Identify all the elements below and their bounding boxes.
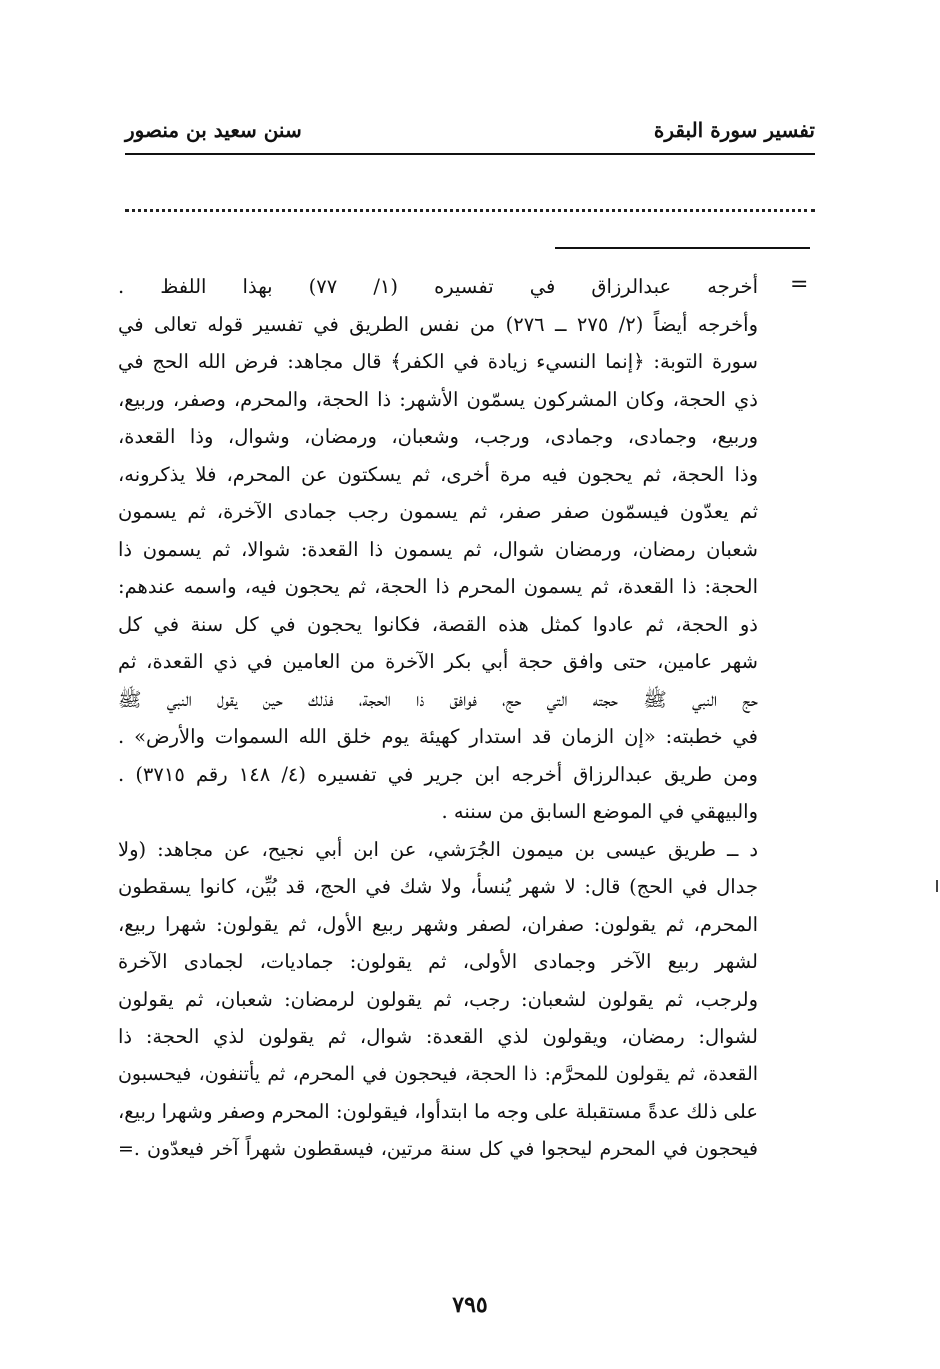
text-line: المحرم، ثم يقولون: صفران، لصفر وشهر ربيع الأول، ثم يقولون: شهرا ربيع، bbox=[118, 912, 758, 936]
dotted-separator bbox=[125, 209, 815, 212]
page-number: ٧٩٥ bbox=[452, 1292, 488, 1318]
text-line: القعدة، ثم يقولون للمحرَّم: ذا الحجة، فيحجون في المحرم، ثم يأتنفون، فيحسبون bbox=[118, 1062, 758, 1085]
text-line: وأخرجه أيضاً (٢/ ٢٧٥ ــ ٢٧٦) من نفس الطريق في تفسير قوله تعالى في bbox=[118, 312, 758, 336]
text-line: ثم يعدّون فيسمّون صفر صفر، ثم يسمون رجب جمادى الآخرة، ثم يسمون bbox=[118, 500, 758, 523]
text-line: على ذلك عدةً مستقبلة على وجه ما ابتدأوا، فيقولون: المحرم وصفر وشهرا ربيع، bbox=[118, 1100, 758, 1123]
text-line: وربيع، وجمادى، وجمادى، ورجب، وشعبان، ورمضان، وشوال، وذا القعدة، bbox=[118, 425, 758, 448]
text-line: ولرجب، ثم يقولون لشعبان: رجب، ثم يقولون لرمضان: شعبان، ثم يقولون bbox=[118, 987, 758, 1011]
text-line: لشوال: رمضان، ويقولون لذي القعدة: شوال، ثم يقولون لذي الحجة: ذا bbox=[118, 1025, 758, 1048]
footnote-text bbox=[118, 268, 758, 1168]
text-line: سورة التوبة: ﴿إنما النسيء زيادة في الكفر﴾ قال مجاهد: فرض الله الحج في bbox=[118, 350, 758, 373]
text-line: الحجة: ذا القعدة، ثم يسمون المحرم ذا الحجة، ثم يحجون فيه، واسمه عندهم: bbox=[118, 575, 758, 598]
footnote-continuation-mark: = bbox=[790, 272, 809, 297]
header-book-title: سنن سعيد بن منصور bbox=[125, 118, 302, 142]
text-line: أخرجه عبدالرزاق في تفسيره (١/ ٧٧) بهذا اللفظ . bbox=[118, 275, 758, 298]
text-line: ذي الحجة، وكان المشركون يسمّون الأشهر: ذا الحجة، والمحرم، وصفر، وربيع، bbox=[118, 387, 758, 411]
running-header bbox=[125, 112, 815, 148]
text-line: د ــ طريق عيسى بن ميمون الجُرَشي، عن ابن أبي نجيح، عن مجاهد: (ولا bbox=[118, 837, 758, 861]
header-surah-title: تفسير سورة البقرة bbox=[653, 118, 815, 142]
text-line: فيحجون في المحرم ليحجوا في كل سنة مرتين، فيسقطون شهراً آخر فيعدّون .= bbox=[118, 1137, 758, 1160]
text-line: والبيهقي في الموضع السابق من سننه . bbox=[441, 800, 758, 823]
scan-edge-mark bbox=[936, 880, 938, 892]
text-line: في خطبته: «إن الزمان قد استدار كهيئة يوم خلق الله السموات والأرض» . bbox=[118, 725, 758, 748]
text-line: ومن طريق عبدالرزاق أخرجه ابن جرير في تفسيره (٤/ ١٤٨ رقم ٣٧١٥) . bbox=[118, 762, 758, 786]
text-line: شعبان رمضان، ورمضان شوال، ثم يسمون ذا القعدة: شوالا، ثم يسمون ذا bbox=[118, 537, 758, 561]
text-line: ذو الحجة، ثم عادوا كمثل هذه القصة، فكانوا يحجون في كل سنة في كل bbox=[118, 612, 758, 636]
text-line: جدال في الحج) قال: لا شهر يُنسأ، ولا شك في الحج، قد بُيِّن، كانوا يسقطون bbox=[118, 875, 758, 898]
text-line: وذا الحجة، ثم يحجون فيه مرة أخرى، ثم يسكتون عن المحرم، فلا يذكرونه، bbox=[118, 462, 758, 486]
text-line: حج النبي ﷺ حجته التي حج، فوافق ذا الحجة، فذلك حين يقول النبي ﷺ bbox=[118, 687, 758, 711]
text-line: شهر عامين، حتى وافق حجة أبي بكر الآخرة من العامين في ذي القعدة، ثم bbox=[118, 650, 758, 673]
header-rule bbox=[125, 153, 815, 155]
text-line: لشهر ربيع الآخر وجمادى الأولى، ثم يقولون: جماديات، لجمادى الآخرة bbox=[118, 950, 758, 973]
footnote-rule bbox=[555, 247, 810, 249]
